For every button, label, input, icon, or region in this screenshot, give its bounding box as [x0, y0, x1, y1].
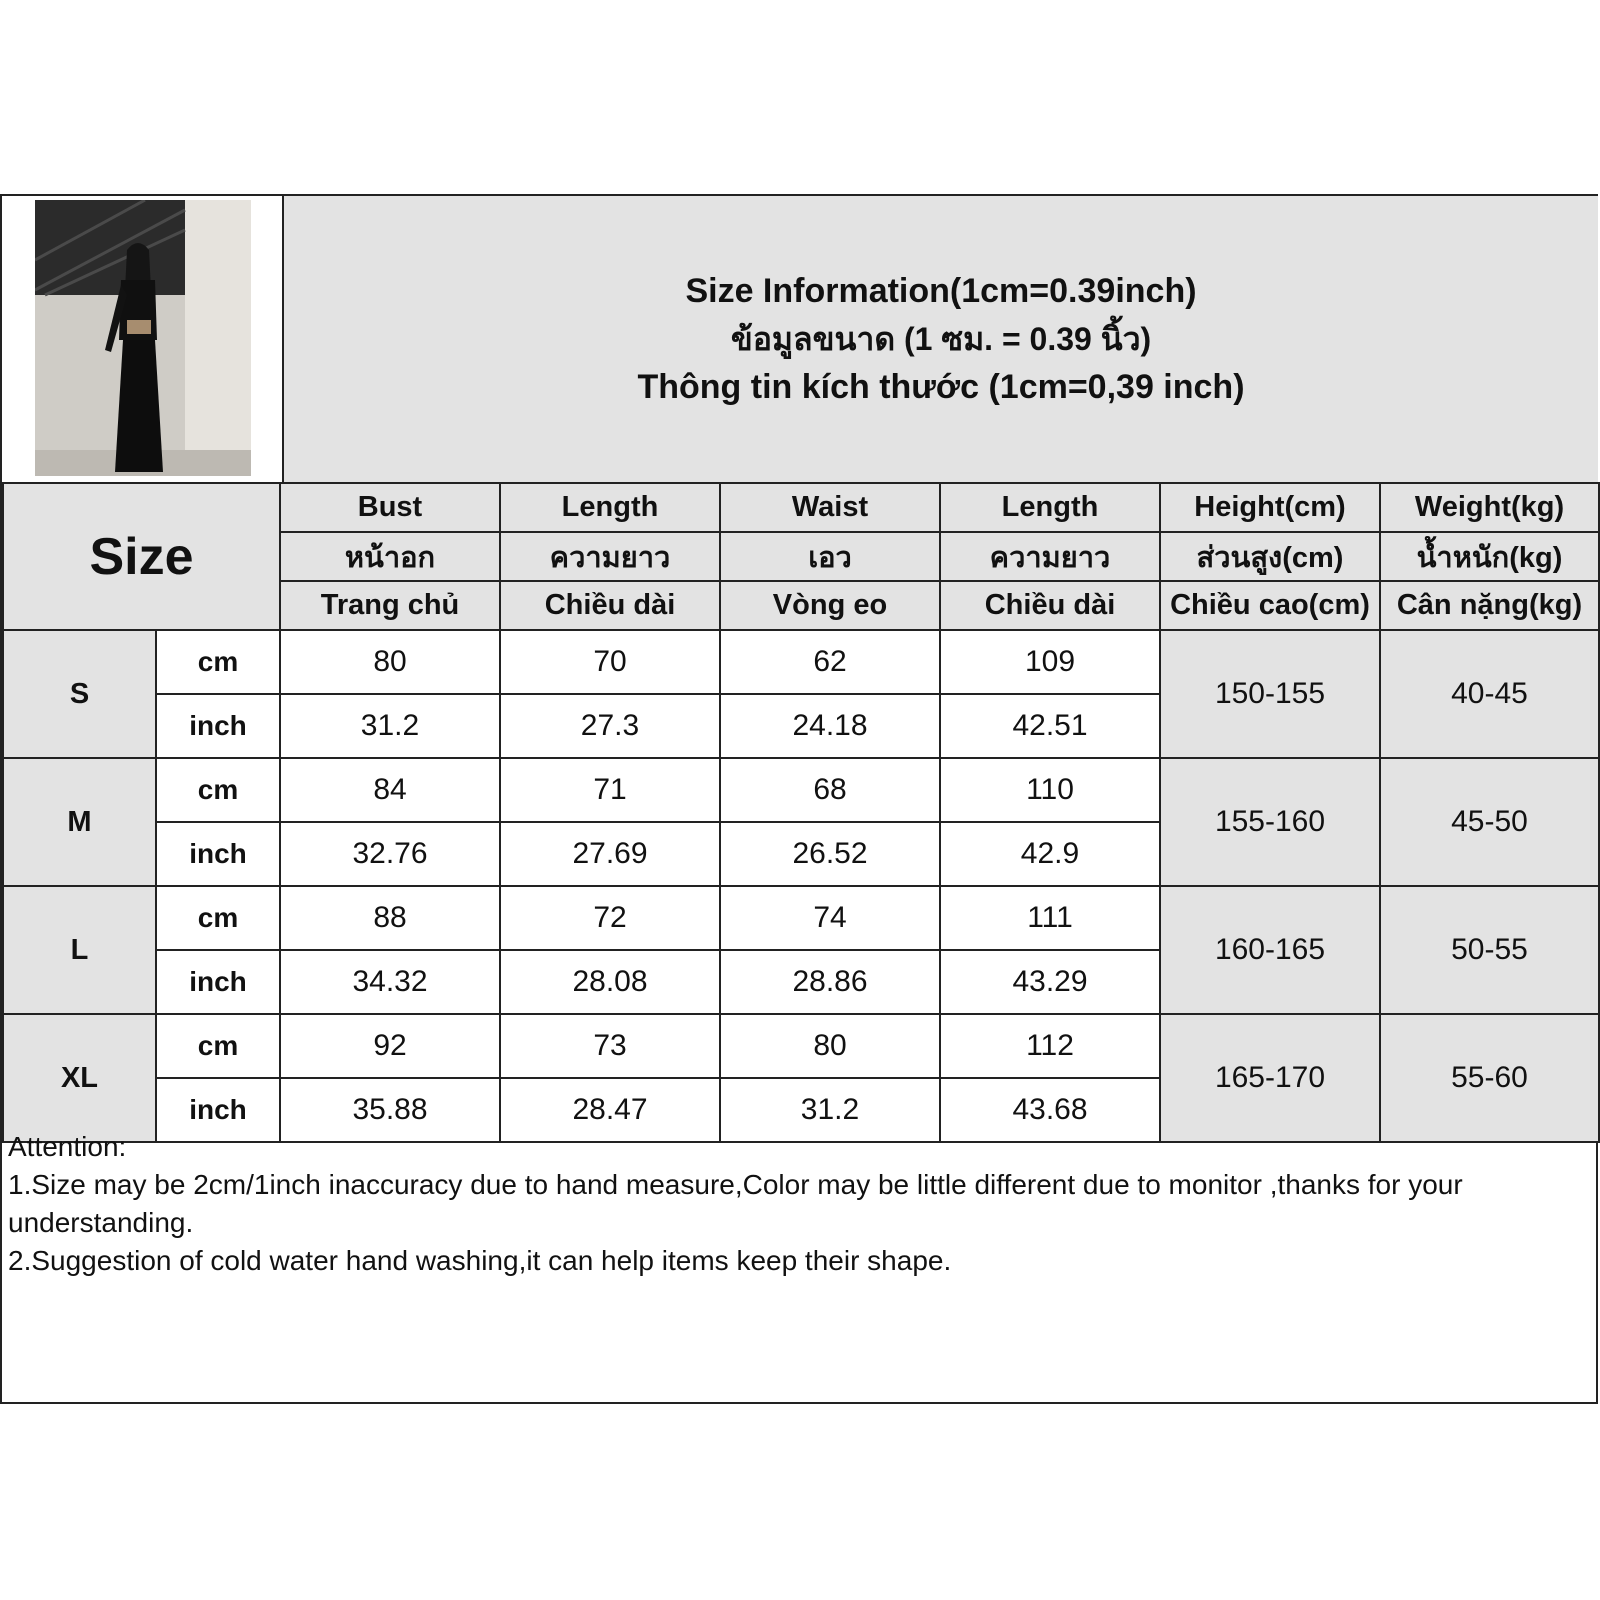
size-cell: XL	[3, 1014, 156, 1142]
value-cell: 70	[500, 630, 720, 694]
col-length2-en: Length	[940, 483, 1160, 532]
value-cell: 80	[720, 1014, 940, 1078]
value-cell: 24.18	[720, 694, 940, 758]
unit-cm-cell: cm	[156, 630, 280, 694]
value-cell: 43.29	[940, 950, 1160, 1014]
size-cell: L	[3, 886, 156, 1014]
value-cell: 27.3	[500, 694, 720, 758]
table-row	[3, 630, 1599, 694]
title-english: Size Information(1cm=0.39inch)	[685, 272, 1197, 310]
notes-item-2: 2.Suggestion of cold water hand washing,it can help items keep their shape.	[8, 1245, 952, 1276]
value-cell: 68	[720, 758, 940, 822]
weight-range-cell: 40-45	[1380, 630, 1599, 758]
size-header: Size	[3, 483, 280, 630]
notes-item-1: 1.Size may be 2cm/1inch inaccuracy due to hand measure,Color may be little different due to monitor ,thanks for your understanding.	[8, 1169, 1463, 1238]
weight-range-cell: 55-60	[1380, 1014, 1599, 1142]
col-length2-th: ความยาว	[940, 532, 1160, 581]
table-row	[3, 886, 1599, 950]
col-length-vi: Chiều dài	[500, 581, 720, 630]
size-cell: S	[3, 630, 156, 758]
col-bust-th: หน้าอก	[280, 532, 500, 581]
unit-cm-cell: cm	[156, 1014, 280, 1078]
value-cell: 32.76	[280, 822, 500, 886]
col-waist-vi: Vòng eo	[720, 581, 940, 630]
col-length2-vi: Chiều dài	[940, 581, 1160, 630]
value-cell: 42.9	[940, 822, 1160, 886]
value-cell: 111	[940, 886, 1160, 950]
value-cell: 28.47	[500, 1078, 720, 1142]
value-cell: 27.69	[500, 822, 720, 886]
attention-notes	[2, 1128, 1596, 1280]
title-vietnamese: Thông tin kích thước (1cm=0,39 inch)	[637, 368, 1245, 406]
photo-cell	[2, 196, 284, 482]
value-cell: 110	[940, 758, 1160, 822]
table-row	[3, 758, 1599, 822]
col-height-vi: Chiều cao(cm)	[1160, 581, 1380, 630]
value-cell: 109	[940, 630, 1160, 694]
unit-cm-cell: cm	[156, 886, 280, 950]
weight-range-cell: 50-55	[1380, 886, 1599, 1014]
col-length-en: Length	[500, 483, 720, 532]
col-weight-th: น้ำหนัก(kg)	[1380, 532, 1599, 581]
col-length-th: ความยาว	[500, 532, 720, 581]
value-cell: 74	[720, 886, 940, 950]
value-cell: 62	[720, 630, 940, 694]
col-height-en: Height(cm)	[1160, 483, 1380, 532]
value-cell: 35.88	[280, 1078, 500, 1142]
col-bust-en: Bust	[280, 483, 500, 532]
value-cell: 73	[500, 1014, 720, 1078]
title-cell	[284, 196, 1598, 482]
value-cell: 92	[280, 1014, 500, 1078]
unit-inch-cell: inch	[156, 1078, 280, 1142]
value-cell: 34.32	[280, 950, 500, 1014]
col-weight-en: Weight(kg)	[1380, 483, 1599, 532]
size-chart-sheet	[0, 194, 1598, 1404]
col-height-th: ส่วนสูง(cm)	[1160, 532, 1380, 581]
unit-inch-cell: inch	[156, 822, 280, 886]
value-cell: 28.08	[500, 950, 720, 1014]
title-thai: ข้อมูลขนาด (1 ซม. = 0.39 นิ้ว)	[730, 321, 1152, 357]
value-cell: 72	[500, 886, 720, 950]
unit-cm-cell: cm	[156, 758, 280, 822]
unit-inch-cell: inch	[156, 950, 280, 1014]
size-cell: M	[3, 758, 156, 886]
col-bust-vi: Trang chủ	[280, 581, 500, 630]
height-range-cell: 165-170	[1160, 1014, 1380, 1142]
value-cell: 84	[280, 758, 500, 822]
value-cell: 31.2	[720, 1078, 940, 1142]
value-cell: 31.2	[280, 694, 500, 758]
value-cell: 80	[280, 630, 500, 694]
col-waist-th: เอว	[720, 532, 940, 581]
value-cell: 112	[940, 1014, 1160, 1078]
value-cell: 28.86	[720, 950, 940, 1014]
value-cell: 71	[500, 758, 720, 822]
unit-inch-cell: inch	[156, 694, 280, 758]
height-range-cell: 150-155	[1160, 630, 1380, 758]
value-cell: 88	[280, 886, 500, 950]
value-cell: 26.52	[720, 822, 940, 886]
table-row	[3, 1014, 1599, 1078]
header-row-english	[3, 483, 1599, 532]
col-weight-vi: Cân nặng(kg)	[1380, 581, 1599, 630]
height-range-cell: 155-160	[1160, 758, 1380, 886]
col-waist-en: Waist	[720, 483, 940, 532]
size-table	[2, 482, 1600, 1143]
notes-heading: Attention:	[8, 1131, 127, 1162]
height-range-cell: 160-165	[1160, 886, 1380, 1014]
weight-range-cell: 45-50	[1380, 758, 1599, 886]
value-cell: 43.68	[940, 1078, 1160, 1142]
value-cell: 42.51	[940, 694, 1160, 758]
product-photo	[35, 200, 251, 476]
